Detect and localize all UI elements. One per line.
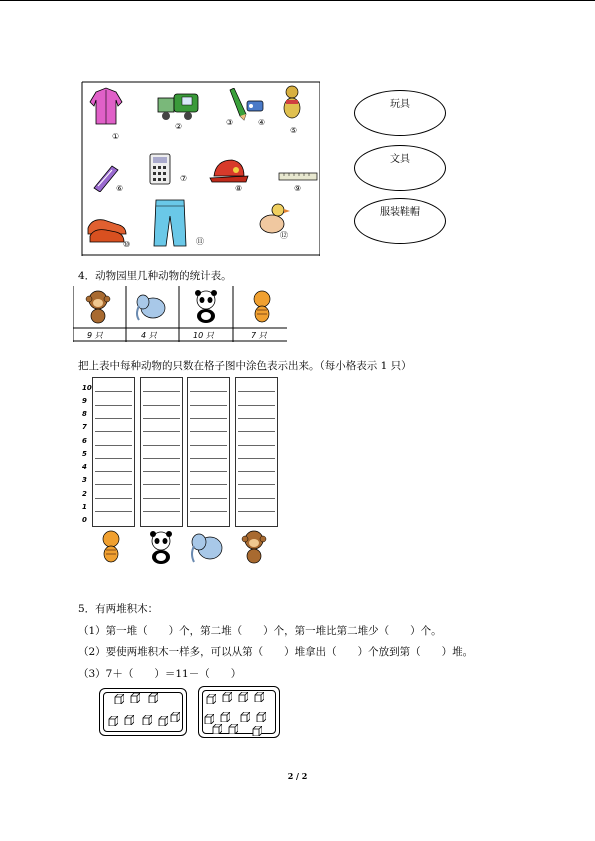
axis-label: 6: [82, 437, 87, 445]
grid-row-line: [143, 511, 180, 512]
cube-block-icon: [204, 714, 214, 724]
grid-row-line: [143, 431, 180, 432]
monkey-icon: [83, 288, 113, 332]
category-stationery-ellipse[interactable]: [354, 145, 446, 191]
question-5-line-2: （2）要使两堆积木一样多，可以从第（ ）堆拿出（ ）个放到第（ ）堆。: [78, 646, 474, 658]
grid-row-line: [143, 445, 180, 446]
cube-block-icon: [114, 694, 124, 704]
axis-label: 7: [82, 423, 87, 431]
grid-row-line: [143, 418, 180, 419]
elephant-icon: [135, 290, 169, 334]
item-number: ③: [226, 118, 234, 127]
page-number: 2 / 2: [287, 771, 308, 781]
panda-count: 10 只: [193, 331, 214, 340]
axis-label: 1: [82, 503, 87, 511]
panda-icon: [191, 288, 221, 332]
cube-block-icon: [148, 693, 158, 703]
cube-block-icon: [108, 716, 118, 726]
grid-row-line: [95, 431, 132, 432]
grid-row-line: [190, 418, 227, 419]
grid-row-line: [238, 391, 275, 392]
ruler-icon: [278, 172, 318, 182]
cube-block-icon: [170, 712, 180, 722]
axis-label: 9: [82, 397, 87, 405]
grid-row-line: [238, 471, 275, 472]
cube-block-icon: [212, 724, 222, 734]
tiger-icon: [247, 288, 277, 332]
grid-row-line: [95, 445, 132, 446]
grid-row-line: [190, 405, 227, 406]
grid-row-line: [238, 418, 275, 419]
item-number: ②: [175, 122, 183, 131]
page-top-border: [0, 0, 595, 1]
item-number: ⑤: [290, 126, 298, 135]
cube-block-icon: [238, 692, 248, 702]
item-number: ④: [258, 118, 266, 127]
grid-row-line: [190, 445, 227, 446]
grid-row-line: [143, 391, 180, 392]
grid-column-tiger[interactable]: [92, 377, 135, 527]
item-number: ⑨: [294, 184, 302, 193]
grid-row-line: [143, 484, 180, 485]
item-number: ⑫: [280, 231, 288, 240]
monkey-icon: [238, 528, 270, 564]
trousers-icon: [152, 198, 188, 248]
axis-label: 10: [82, 384, 92, 392]
grid-row-line: [95, 498, 132, 499]
grid-row-line: [190, 458, 227, 459]
grid-row-line: [143, 471, 180, 472]
cap-icon: [208, 158, 250, 186]
cube-block-icon: [228, 724, 238, 734]
grid-row-line: [95, 391, 132, 392]
category-toys-ellipse[interactable]: [354, 90, 446, 136]
item-number: ①: [112, 132, 120, 141]
category-clothing-ellipse[interactable]: [354, 198, 446, 244]
grid-row-line: [238, 458, 275, 459]
grid-row-line: [95, 511, 132, 512]
grid-row-line: [238, 445, 275, 446]
panda-icon: [146, 530, 176, 564]
cube-block-icon: [124, 715, 134, 725]
question-4-instruction: 把上表中每种动物的只数在格子图中涂色表示出来。（每小格表示 1 只）: [78, 360, 412, 372]
elephant-icon: [190, 530, 226, 564]
cube-block-icon: [222, 692, 232, 702]
grid-row-line: [238, 511, 275, 512]
item-picture-panel: [78, 78, 320, 256]
cube-block-icon: [220, 712, 230, 722]
grid-column-panda[interactable]: [140, 377, 183, 527]
tiger-icon: [96, 528, 126, 564]
axis-label: 4: [82, 463, 87, 471]
question-5-line-1: （1）第一堆（ ）个，第二堆（ ）个，第一堆比第二堆少（ ）个。: [78, 625, 442, 637]
category-label: 服装鞋帽: [380, 207, 420, 218]
toy-truck-icon: [156, 92, 202, 122]
grid-row-line: [190, 431, 227, 432]
grid-row-line: [95, 458, 132, 459]
category-label: 玩具: [390, 99, 410, 110]
grid-row-line: [190, 511, 227, 512]
axis-label: 0: [82, 516, 87, 524]
teddy-bear-icon: [280, 84, 304, 120]
grid-row-line: [238, 484, 275, 485]
question-5-line-3: （3）7＋（ ）＝11－（ ）: [78, 668, 242, 680]
cube-block-icon: [206, 694, 216, 704]
calculator-icon: [148, 153, 172, 185]
tiger-count: 7 只: [251, 331, 267, 340]
grid-row-line: [238, 405, 275, 406]
cube-block-icon: [252, 726, 262, 736]
category-label: 文具: [390, 154, 410, 165]
grid-row-line: [190, 484, 227, 485]
grid-row-line: [143, 458, 180, 459]
jacket-icon: [88, 86, 124, 130]
grid-row-line: [190, 498, 227, 499]
elephant-count: 4 只: [141, 331, 157, 340]
grid-row-line: [95, 484, 132, 485]
grid-column-elephant[interactable]: [187, 377, 230, 527]
item-number: ⑥: [116, 184, 124, 193]
cube-block-icon: [142, 715, 152, 725]
cube-block-icon: [158, 716, 168, 726]
shoes-icon: [86, 214, 128, 244]
question-5-title: 5．有两堆积木：: [78, 603, 159, 615]
axis-label: 5: [82, 450, 87, 458]
cube-block-icon: [130, 693, 140, 703]
cube-block-icon: [256, 712, 266, 722]
cube-block-icon: [240, 712, 250, 722]
grid-row-line: [190, 471, 227, 472]
item-number: ⑩: [123, 240, 131, 249]
grid-row-line: [238, 431, 275, 432]
zoo-statistics-table: [73, 286, 287, 342]
grid-row-line: [238, 498, 275, 499]
sharpener-icon: [245, 98, 265, 114]
grid-row-line: [190, 391, 227, 392]
axis-label: 3: [82, 476, 87, 484]
axis-label: 8: [82, 410, 87, 418]
grid-row-line: [143, 405, 180, 406]
item-number: ⑪: [196, 237, 204, 246]
item-number: ⑦: [180, 174, 188, 183]
grid-row-line: [143, 498, 180, 499]
item-number: ⑧: [235, 184, 243, 193]
cube-block-icon: [254, 692, 264, 702]
monkey-count: 9 只: [87, 331, 103, 340]
question-4-title: 4．动物园里几种动物的统计表。: [78, 270, 232, 282]
axis-label: 2: [82, 490, 87, 498]
grid-column-monkey[interactable]: [235, 377, 278, 527]
grid-row-line: [95, 405, 132, 406]
grid-row-line: [95, 418, 132, 419]
grid-row-line: [95, 471, 132, 472]
